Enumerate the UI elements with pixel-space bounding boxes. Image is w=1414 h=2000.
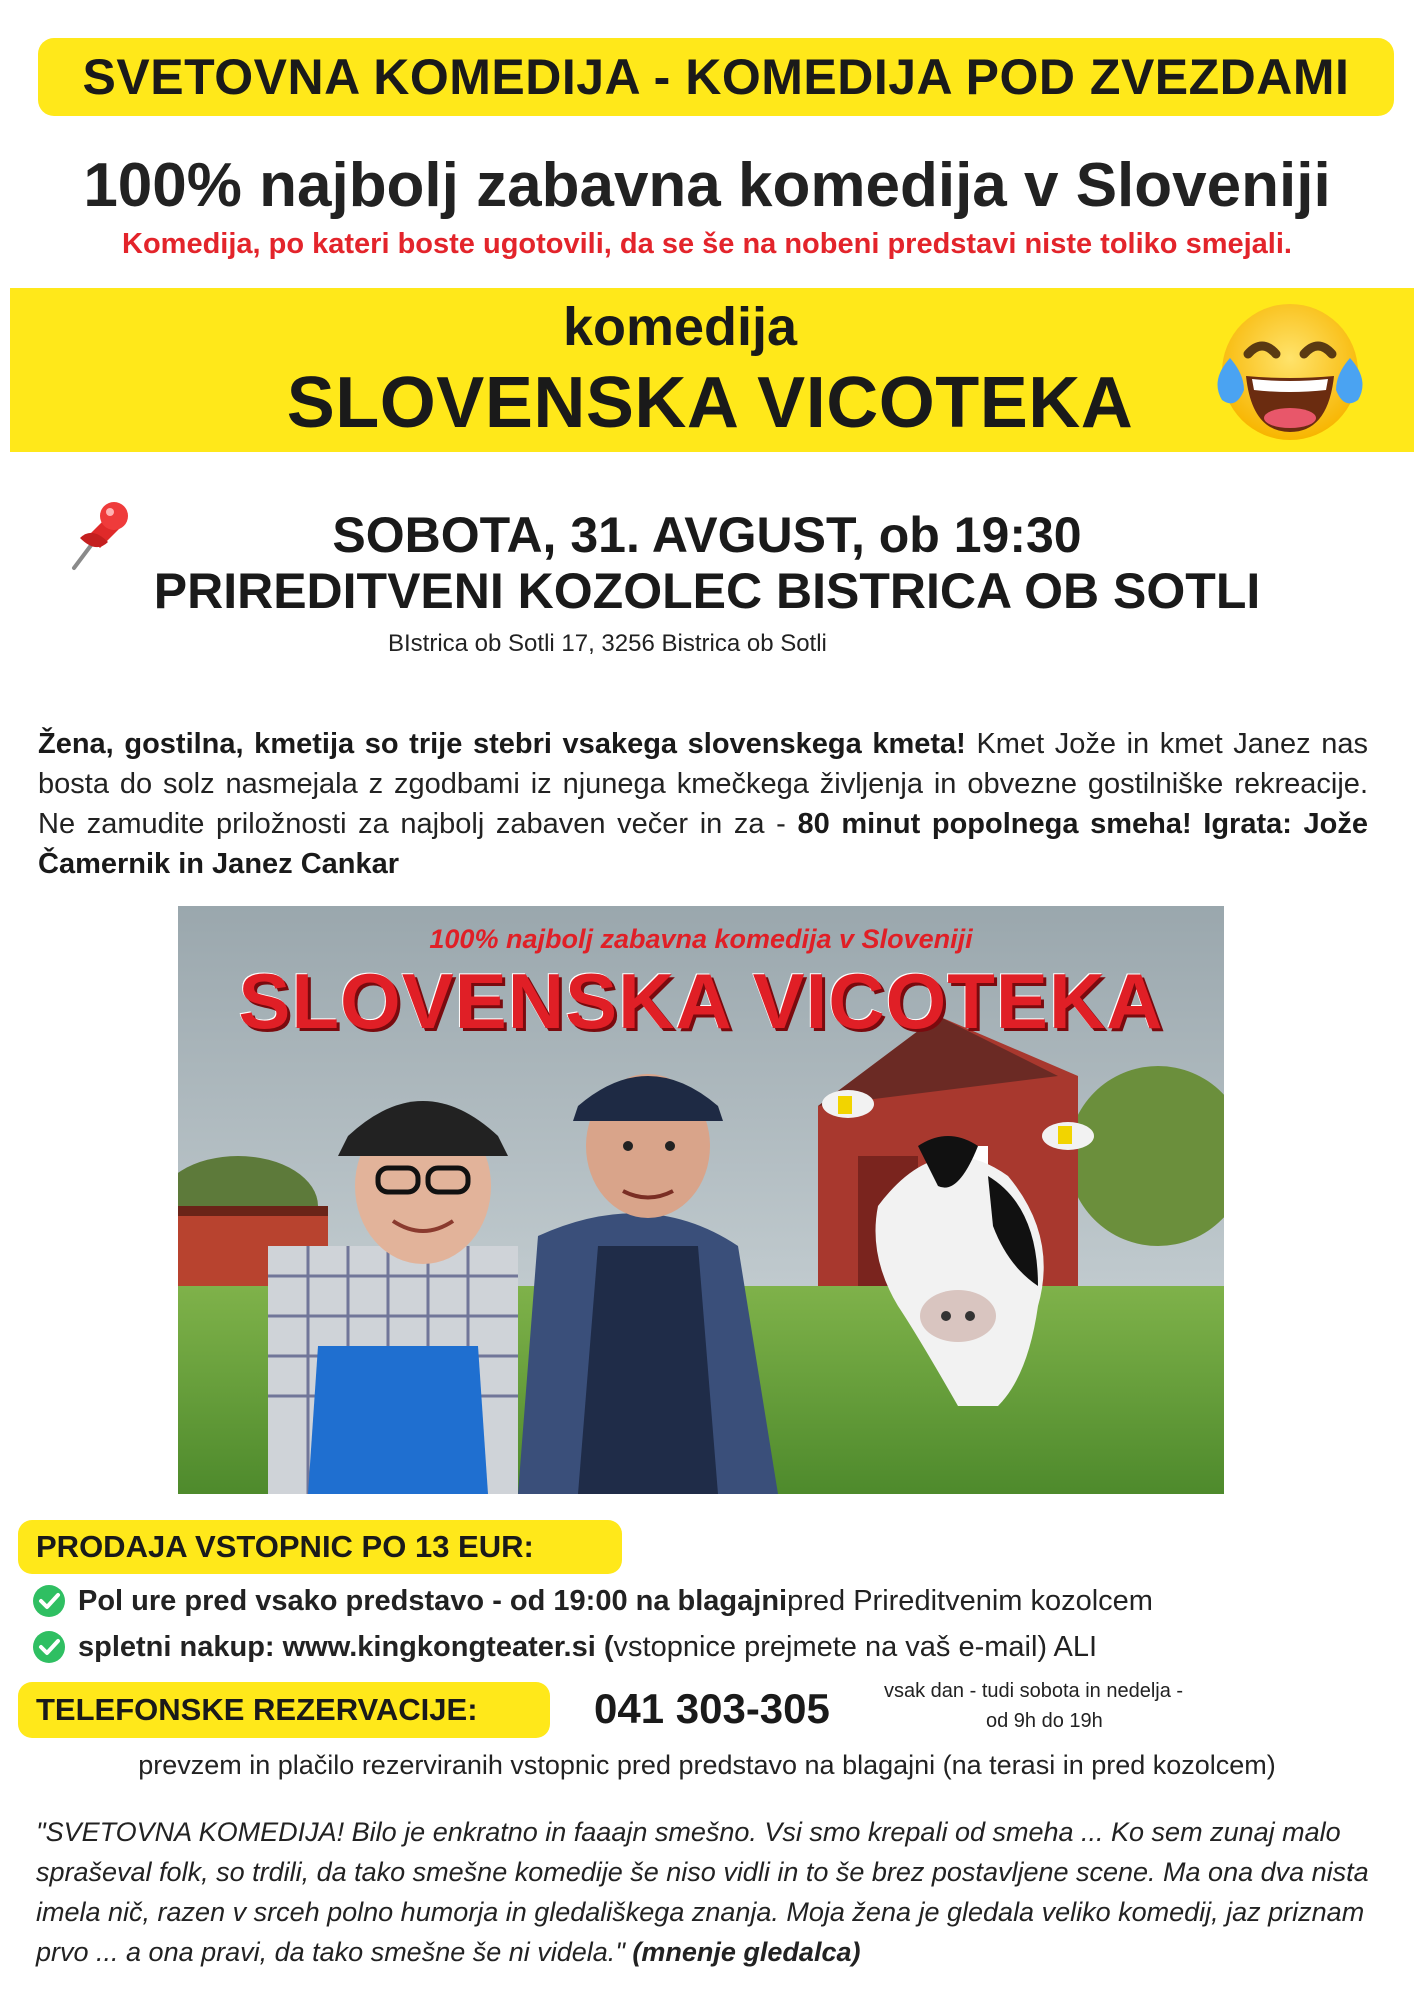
ticket-sales-heading: PRODAJA VSTOPNIC PO 13 EUR: [18, 1520, 622, 1574]
poster-photo [178, 906, 1224, 1494]
event-date-time: SOBOTA, 31. AVGUST, ob 19:30 [332, 507, 1082, 563]
top-banner: SVETOVNA KOMEDIJA - KOMEDIJA POD ZVEZDAMI [38, 38, 1394, 116]
pickup-note: prevzem in plačilo rezerviranih vstopnic pred predstavo na blagajni (na terasi in pred kozolcem) [138, 1750, 1276, 1780]
review-quote: "SVETOVNA KOMEDIJA! Bilo je enkratno in faaajn smešno. Vsi smo krepali od smeha ... Ko sem zunaj malo spraševal folk, so trdili, da tako smešne komedije še niso vidli in to še brez postavljene scene. Ma ona dva nista imela nič, razen v srceh polno humorja in gledališkega znanja. Moja žena je gledala veliko komedij, jaz priznam prvo ... a ona pravi, da tako smešne še ni videla." [36, 1817, 1369, 1967]
ticket-option-online-rest: vstopnice prejmete na vaš e-mail) ALI [613, 1630, 1098, 1663]
check-circle-icon [32, 1630, 66, 1664]
subheadline: Komedija, po kateri boste ugotovili, da se še na nobeni predstavi niste toliko smejali. [122, 228, 1292, 260]
laughing-tears-emoji-icon [1210, 296, 1370, 446]
ticket-option-box-office-bold: Pol ure pred vsako predstavo - od 19:00 na blagajni [78, 1584, 788, 1617]
ticket-option-online-bold: spletni nakup: www.kingkongteater.si ( [78, 1630, 614, 1663]
event-address: BIstrica ob Sotli 17, 3256 Bistrica ob Sotli [388, 630, 827, 657]
event-venue: PRIREDITVENI KOZOLEC BISTRICA OB SOTLI [153, 563, 1261, 619]
ticket-option-box-office-rest: pred Prireditvenim kozolcem [787, 1584, 1153, 1617]
phone-hours-line2: od 9h do 19h [986, 1710, 1103, 1732]
phone-hours-line1: vsak dan - tudi sobota in nedelja - [884, 1680, 1184, 1702]
review-attribution: (mnenje gledalca) [632, 1937, 861, 1967]
poster-title: SLOVENSKA VICOTEKA [238, 957, 1164, 1045]
show-genre: komedija [562, 297, 798, 357]
description [38, 724, 1368, 884]
ticket-option-online [32, 1630, 1097, 1664]
headline: 100% najbolj zabavna komedija v Sloveniji [83, 151, 1331, 220]
description-lead: Žena, gostilna, kmetija so trije stebri vsakega slovenskega kmeta! [38, 728, 966, 760]
description-body: Kmet Jože in kmet Janez nas bosta do solz nasmejala z zgodbami iz njunega kmečkega življenja in obvezne gostilniške rekreacije. Ne zamudite priložnosti za najbolj zabaven večer in za - [38, 728, 1368, 840]
check-circle-icon [32, 1584, 66, 1618]
ticket-option-box-office [32, 1584, 1153, 1618]
phone-number[interactable]: 041 303-305 [594, 1685, 830, 1732]
description-tail: 80 minut popolnega smeha! Igrata: Jože Čamernik in Janez Cankar [38, 808, 1368, 880]
phone-reservations-heading: TELEFONSKE REZERVACIJE: [18, 1682, 550, 1738]
audience-review [36, 1812, 1376, 1972]
poster-tagline: 100% najbolj zabavna komedija v Sloveniji [429, 924, 973, 954]
show-title: SLOVENSKA VICOTEKA [286, 363, 1134, 443]
